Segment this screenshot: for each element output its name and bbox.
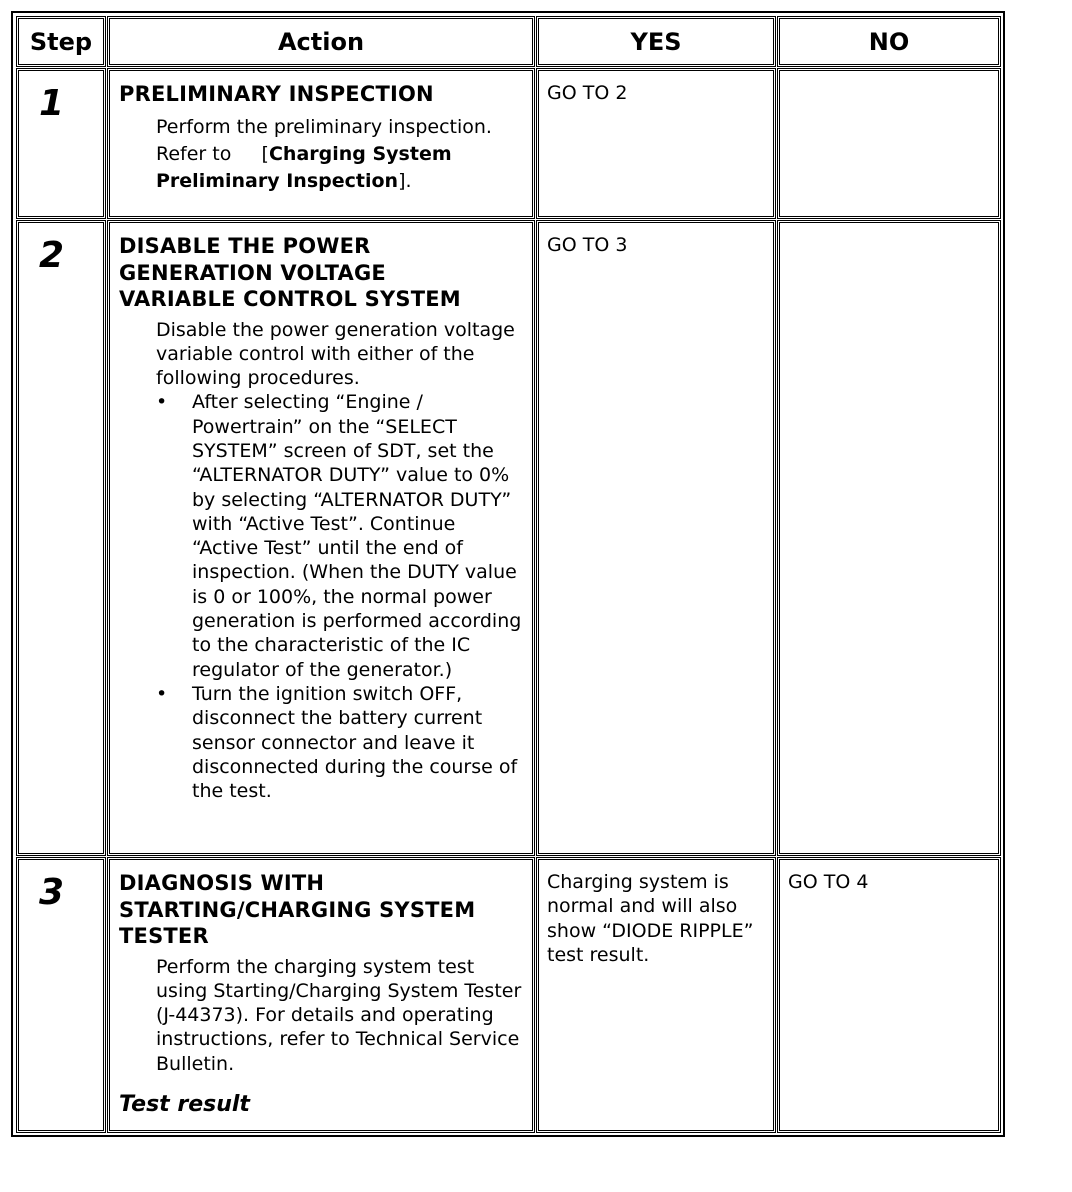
action-title-1: PRELIMINARY INSPECTION [119,82,434,106]
refer-to-text: Refer to [156,142,232,165]
procedure-list [156,390,522,803]
header-action-label: Action [277,27,365,56]
step-2-label: 2 [39,235,65,276]
yes-cell-2 [536,220,776,856]
header-yes [536,16,776,67]
action-title-2-line3: VARIABLE CONTROL SYSTEM [119,287,461,311]
list-item: • Turn the ignition switch OFF, disconnect the battery current sensor connector and leave it disconnected during the course of the test. [156,682,522,803]
no-cell-3 [777,857,1001,1133]
header-action [107,16,535,67]
step-number-3 [16,857,106,1133]
no-cell-2 [777,220,1001,856]
action-title-3-line2: STARTING/CHARGING SYSTEM [119,897,476,922]
header-no [777,16,1001,67]
no-3-text: GO TO 4 [788,871,869,893]
action-body-1-text: Perform the preliminary inspection. [156,115,492,138]
action-title-2 [119,233,522,313]
test-result-label: Test result [119,1091,250,1117]
action-body-3: Perform the charging system test using Starting/Charging System Tester (J-44373). For details and operating instructions, refer to Technical Service Bulletin. [156,955,522,1075]
action-title-3 [119,870,522,950]
header-step-label: Step [29,27,93,56]
header-no-label: NO [868,27,910,56]
yes-cell-3 [536,857,776,1133]
action-title-2-line1: DISABLE THE POWER [119,234,371,258]
yes-cell-1 [536,68,776,219]
action-title-3-line3: TESTER [119,924,209,948]
no-cell-1 [777,68,1001,219]
action-title-3-line1: DIAGNOSIS WITH [119,871,325,895]
header-yes-label: YES [630,27,682,56]
action-body-2: Disable the power generation voltage variable control with either of the following procedures. [156,318,515,390]
step-1-label: 1 [39,83,65,124]
yes-2-text: GO TO 3 [547,234,628,256]
step-number-1 [16,68,106,219]
action-cell-2 [107,220,535,856]
yes-1-text: GO TO 2 [547,82,628,104]
action-body-1: Perform the preliminary inspection. Refer to [Charging System Preliminary Inspection]. [156,115,492,192]
action-cell-1 [107,68,535,219]
charging-system-preliminary-inspection-link[interactable]: Charging System Preliminary Inspection [156,142,452,192]
action-title-2-line2: GENERATION VOLTAGE [119,260,386,285]
step-number-2 [16,220,106,856]
yes-3-text: Charging system is normal and will also show “DIODE RIPPLE” test result. [547,871,754,966]
action-cell-3 [107,857,535,1133]
header-step [16,16,106,67]
step-3-label: 3 [39,872,65,913]
list-item: • After selecting “Engine / Powertrain” on the “SELECT SYSTEM” screen of SDT, set the “ALTERNATOR DUTY” value to 0% by selecting “ALTERNATOR DUTY” with “Active Test”. Continue “Active Test” until the end of inspection. (When the DUTY value is 0 or 100%, the normal power generation is performed according to the characteristic of the IC regulator of the generator.) [156,390,522,682]
